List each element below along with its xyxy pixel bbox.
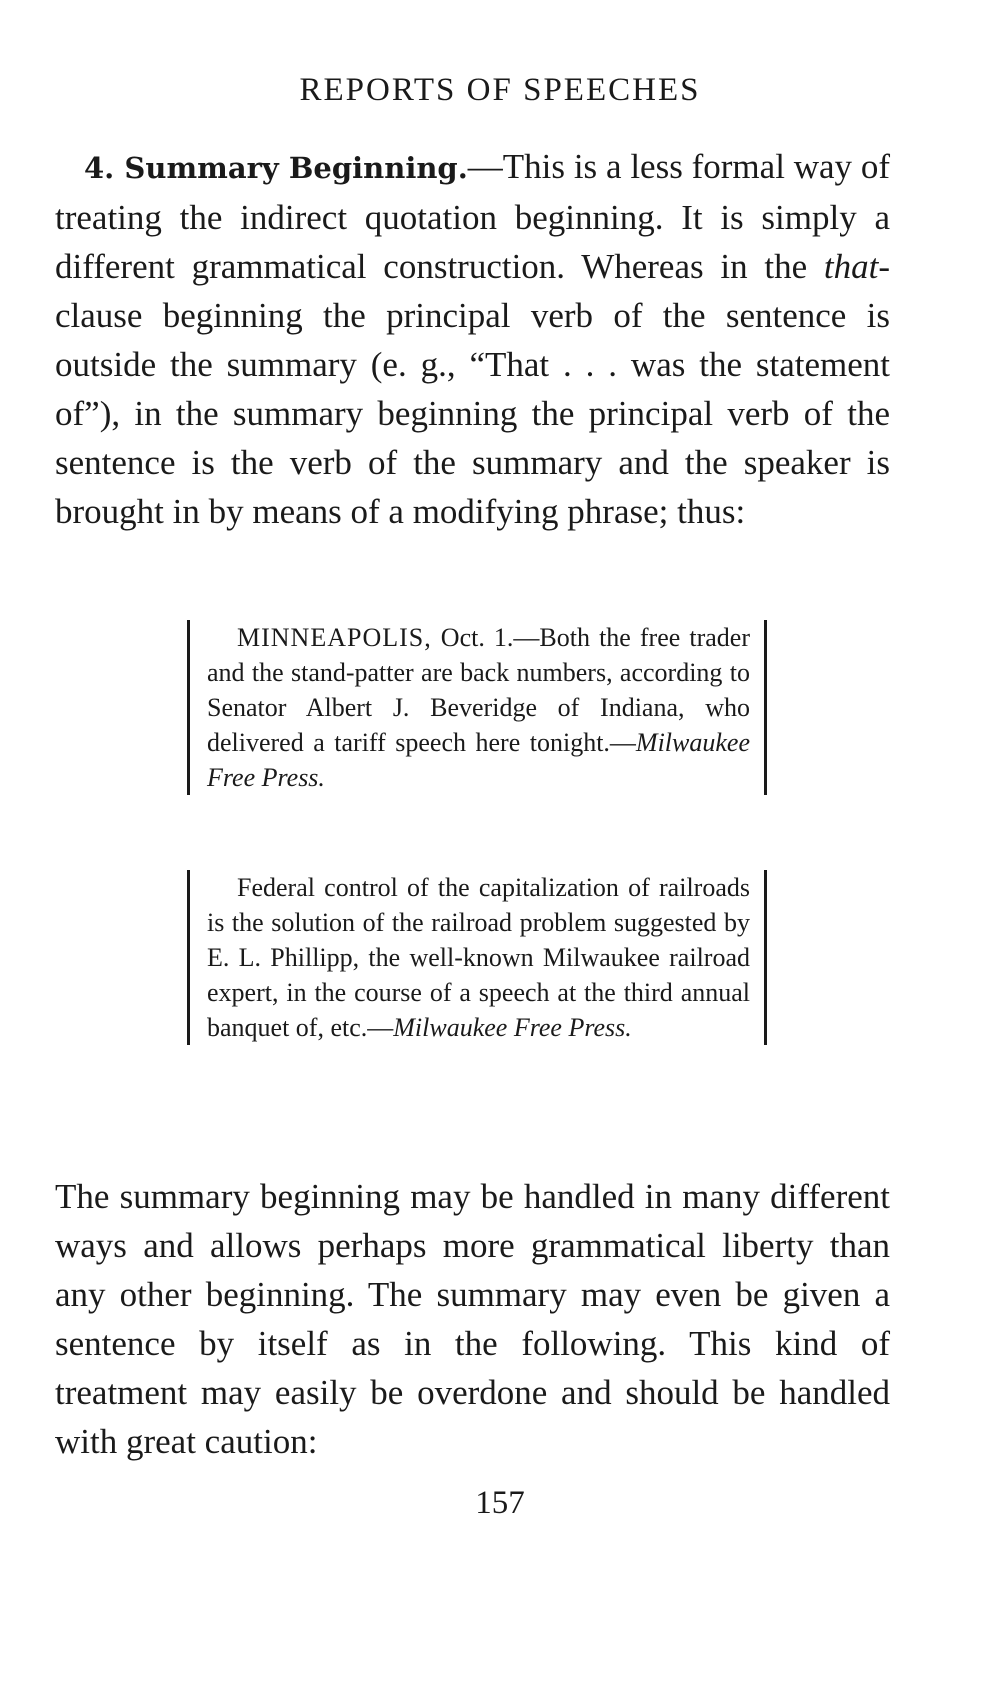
quote-source: Milwaukee Free Press.	[393, 1013, 632, 1042]
block-quote-federal-control	[187, 870, 767, 1045]
quote-text: Federal control of the capitalization of railroads is the solution of the railroad problem suggested by E. L. Phillipp, the well-known Milwaukee railroad expert, in the course of a speech at the third annual banquet of, etc.—	[207, 873, 750, 1042]
block-quote-minneapolis	[187, 620, 767, 795]
section-heading: 4. Summary Beginning.	[84, 151, 468, 185]
page-number: 157	[475, 1485, 525, 1521]
closing-paragraph: The summary beginning may be handled in many different ways and allows perhaps more grammatical liberty than any other beginning. The summary may even be given a sentence by itself as in the following. This kind of treatment may easily be overdone and should be handled with great caution:	[55, 1177, 890, 1461]
paragraph-text-part-1: —This is a less formal way of treating the indirect quotation beginning. It is simply a different grammatical construction. Whereas in the	[55, 147, 890, 286]
section-paragraph	[55, 142, 890, 536]
that-emphasis: that	[823, 247, 879, 286]
quote-text: Oct. 1.—Both the free trader and the stand-patter are back numbers, according to Senator Albert J. Beveridge of Indiana, who delivered a tariff speech here tonight.—	[207, 623, 750, 757]
running-head: REPORTS OF SPEECHES	[299, 72, 701, 108]
quote-dateline: MINNEAPOLIS,	[237, 623, 432, 652]
quote-source: Milwaukee Free Press.	[207, 728, 750, 792]
paragraph-text-part-2: -clause beginning the principal verb of the sentence is outside the summary (e. g., “That . . . was the statement of”), in the summary beginning the principal verb of the sentence is the verb of the summary and the speaker is brought in by means of a modifying phrase; thus:	[55, 247, 890, 531]
